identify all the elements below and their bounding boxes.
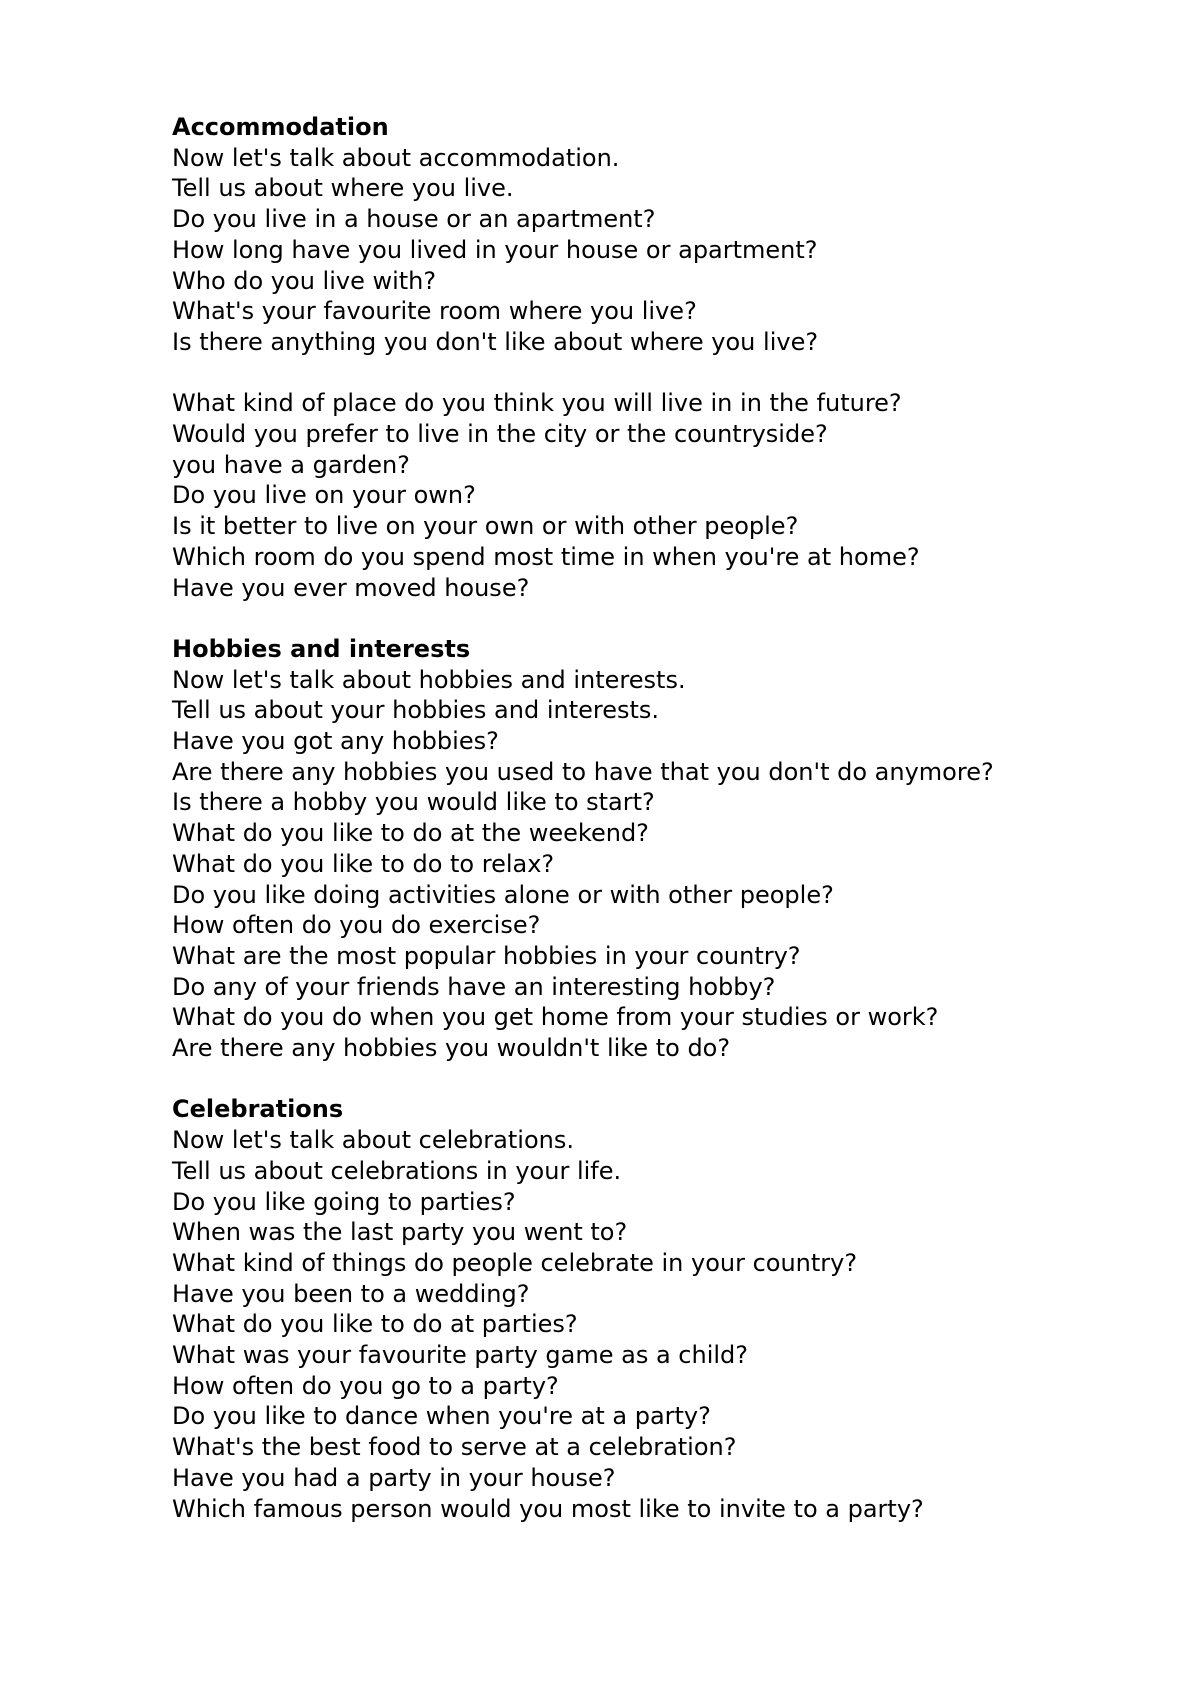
section-heading: Accommodation (172, 113, 389, 141)
question-line: Which room do you spend most time in when you're at home? (172, 542, 920, 571)
question-line: Have you got any hobbies? (172, 727, 499, 756)
question-line: Do you like to dance when you're at a party? (172, 1402, 711, 1431)
section-heading: Celebrations (172, 1095, 344, 1124)
question-line: What do you like to do to relax? (172, 849, 555, 878)
question-line: Is it better to live on your own or with other people? (172, 512, 799, 541)
question-line: How often do you go to a party? (172, 1371, 559, 1400)
document-body (172, 112, 1172, 1524)
question-line: How long have you lived in your house or apartment? (172, 235, 818, 264)
question-line: What are the most popular hobbies in your country? (172, 941, 801, 970)
question-line: Do you live in a house or an apartment? (172, 205, 656, 234)
question-line: Do you like going to parties? (172, 1187, 516, 1216)
question-line: When was the last party you went to? (172, 1218, 628, 1247)
section-1 (172, 634, 1172, 1064)
question-line: Have you ever moved house? (172, 573, 530, 602)
question-line: What kind of things do people celebrate in your country? (172, 1248, 858, 1277)
question-line: Do you live on your own? (172, 481, 476, 510)
section-2 (172, 1094, 1172, 1524)
question-line: Do you like doing activities alone or with other people? (172, 880, 834, 909)
question-line: Would you prefer to live in the city or the countryside? (172, 420, 828, 449)
question-line: What do you like to do at parties? (172, 1310, 578, 1339)
question-line: you have a garden? (172, 450, 410, 479)
question-line: Tell us about your hobbies and interests. (172, 696, 660, 725)
question-line: Is there a hobby you would like to start? (172, 788, 655, 817)
question-line: Now let's talk about accommodation. (172, 143, 620, 172)
question-line: What kind of place do you think you will live in in the future? (172, 389, 902, 418)
question-line: Now let's talk about hobbies and interests. (172, 665, 686, 694)
question-line: How often do you do exercise? (172, 911, 541, 940)
section-heading: Hobbies and interests (172, 634, 471, 663)
paragraph-break (172, 358, 1172, 389)
question-line: What do you do when you get home from your studies or work? (172, 1003, 939, 1032)
question-line: Who do you live with? (172, 266, 437, 295)
question-line: Have you been to a wedding? (172, 1279, 530, 1308)
question-line: Tell us about where you live. (172, 174, 514, 203)
question-line: Tell us about celebrations in your life. (172, 1156, 622, 1185)
question-line: What's the best food to serve at a celebration? (172, 1433, 737, 1462)
question-line: Have you had a party in your house? (172, 1463, 616, 1492)
question-line: What's your favourite room where you live? (172, 297, 697, 326)
question-line: Now let's talk about celebrations. (172, 1126, 574, 1155)
question-line: Are there any hobbies you wouldn't like to do? (172, 1034, 731, 1063)
section-0 (172, 112, 1172, 603)
question-line: Which famous person would you most like to invite to a party? (172, 1494, 924, 1523)
question-line: Are there any hobbies you used to have that you don't do anymore? (172, 757, 994, 786)
question-line: What was your favourite party game as a child? (172, 1341, 748, 1370)
question-line: Is there anything you don't like about where you live? (172, 327, 819, 356)
question-line: Do any of your friends have an interesting hobby? (172, 972, 776, 1001)
question-line: What do you like to do at the weekend? (172, 819, 649, 848)
